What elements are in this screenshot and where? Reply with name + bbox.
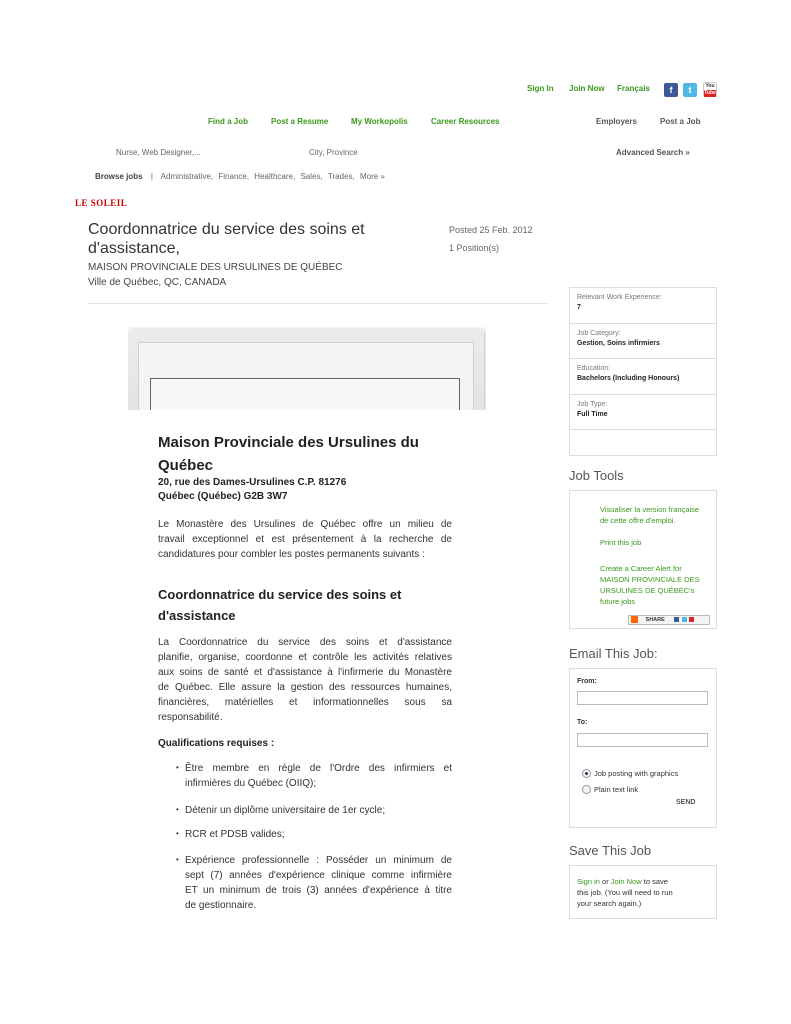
job-title-line1: Coordonnatrice du service des soins et (88, 221, 365, 238)
save-join-now-link[interactable]: Join Now (610, 877, 642, 886)
email-job-box (569, 668, 717, 828)
nav-career-resources[interactable]: Career Resources (431, 117, 500, 126)
advanced-search-link[interactable]: Advanced Search » (616, 148, 690, 157)
job-title-line2: d'assistance, (88, 240, 180, 257)
alert-line3: URSULINES DE QUÉBEC's (600, 586, 695, 595)
facebook-small-icon (674, 617, 679, 622)
save-sign-in-link[interactable]: Sign in (577, 877, 600, 886)
save-text2: this job. (You will need to run (577, 888, 673, 897)
nav-post-resume[interactable]: Post a Resume (271, 117, 329, 126)
nav-employers[interactable]: Employers (596, 117, 637, 126)
plain-radio-label: Plain text link (594, 785, 639, 795)
print-job-link[interactable]: Print this job (600, 538, 642, 547)
view-french-line1: Visualiser la version française (600, 505, 700, 514)
org-address (158, 476, 346, 504)
role-line1: Coordonnatrice du service des soins et (158, 587, 402, 602)
company-name: MAISON PROVINCIALE DES URSULINES DE QUÉBEC (88, 262, 343, 273)
browse-cat-trades[interactable]: Trades, (327, 172, 355, 181)
alert-line1: Create a Career Alert for (600, 564, 682, 573)
desc-line6: responsabilité. (158, 712, 223, 723)
org-name-line2: Québec (158, 457, 214, 474)
option-plain[interactable] (582, 781, 638, 799)
join-now-link[interactable]: Join Now (569, 84, 605, 93)
bullet-dot: • (176, 855, 179, 864)
nav-my-workopolis[interactable]: My Workopolis (351, 117, 408, 126)
save-or-text: or (602, 877, 609, 886)
bullet4-line4: de gestionnaire. (185, 900, 257, 911)
desc-line1: La Coordonnatrice du service des soins et d'assistance (158, 637, 452, 648)
save-job-box (569, 865, 717, 919)
attr-label: Education: (577, 365, 611, 372)
intro-line3: candidatures pour combler les postes permanents suivants : (158, 549, 425, 560)
intro-line1: Le Monastère des Ursulines de Québec offre un milieu de (158, 519, 452, 530)
share-label: SHARE (645, 617, 665, 623)
attr-label: Job Type: (577, 400, 608, 408)
bullet4-line1: Expérience professionnelle : Posséder un minimum de (185, 855, 452, 866)
facebook-icon[interactable]: f (664, 83, 678, 97)
description-paragraph (158, 635, 452, 725)
graphics-radio[interactable] (582, 769, 591, 778)
save-text1: to save (643, 877, 668, 886)
career-alert-link[interactable] (600, 563, 700, 607)
bullet-item-diploma (185, 803, 452, 818)
alert-line4: future jobs (600, 597, 636, 606)
attr-value: Bachelors (Including Honours) (577, 375, 680, 382)
bullet1-line2: infirmières du Québec (OIIQ); (185, 778, 317, 789)
desc-line4: de Québec. Elle assure la gestion des ressources humaines, (158, 682, 452, 693)
share-button[interactable] (628, 615, 710, 625)
job-tools-box (569, 490, 717, 629)
browse-cat-healthcare[interactable]: Healthcare, (254, 172, 296, 181)
job-attributes-box (569, 287, 717, 456)
bullet3-line1: RCR et PDSB valides; (185, 829, 285, 840)
job-location: Ville de Québec, QC, CANADA (88, 277, 227, 288)
browse-cat-more[interactable]: More » (359, 172, 385, 181)
bullet-item-oiiq (185, 761, 452, 791)
attr-label: Job Category: (577, 329, 621, 337)
address-line2: Québec (Québec) G2B 3W7 (158, 491, 288, 502)
alert-line2: MAISON PROVINCIALE DES (600, 575, 700, 584)
from-input[interactable] (577, 691, 708, 705)
twitter-icon[interactable]: t (683, 83, 697, 97)
browse-cat-administrative[interactable]: Administrative, (160, 172, 214, 181)
plain-radio[interactable] (582, 785, 591, 794)
qualifications-heading: Qualifications requises : (158, 738, 275, 749)
email-job-heading: Email This Job: (569, 646, 658, 661)
attr-category (570, 324, 716, 360)
save-job-text (577, 876, 712, 909)
intro-paragraph (158, 517, 452, 562)
twitter-small-icon (682, 617, 687, 622)
browse-jobs-bar (95, 172, 385, 181)
attr-job-type (570, 395, 716, 431)
banner-frame (150, 378, 460, 410)
bullet-dot: • (176, 829, 179, 838)
job-title (88, 220, 365, 258)
send-button[interactable]: SEND (676, 799, 696, 806)
attr-experience (570, 288, 716, 324)
address-line1: 20, rue des Dames-Ursulines C.P. 81276 (158, 477, 347, 488)
bullet-dot: • (176, 763, 179, 772)
view-french-line2: de cette offre d'emploi. (600, 516, 676, 525)
bullet-item-rcr (185, 827, 452, 842)
share-icon (631, 616, 638, 623)
browse-cat-finance[interactable]: Finance, (218, 172, 250, 181)
browse-jobs-label: Browse jobs (95, 172, 143, 181)
org-name-line1: Maison Provinciale des Ursulines du (158, 434, 419, 451)
job-tools-heading: Job Tools (569, 468, 624, 483)
to-label: To: (577, 719, 588, 726)
bullet2-line1: Détenir un diplôme universitaire de 1er cycle; (185, 805, 386, 816)
desc-line3: aux soins de santé et d'assistance à l'infirmerie du Monastère (158, 667, 452, 678)
role-heading (158, 584, 401, 626)
attr-value: Gestion, Soins infirmiers (577, 339, 660, 347)
to-input[interactable] (577, 733, 708, 747)
from-label: From: (577, 678, 597, 685)
location-input[interactable]: City, Province (309, 148, 358, 157)
bullet1-line1: Être membre en règle de l'Ordre des infirmiers et (185, 763, 452, 774)
keywords-input[interactable]: Nurse, Web Designer,... (116, 148, 201, 157)
browse-cat-sales[interactable]: Sales, (300, 172, 323, 181)
save-text3: your search again.) (577, 899, 642, 908)
posting-banner-graphic (128, 326, 486, 410)
attr-value: Full Time (577, 410, 608, 418)
org-name-heading (158, 431, 419, 477)
browse-divider: | (150, 172, 153, 181)
email-small-icon (689, 617, 694, 622)
view-french-link[interactable] (600, 504, 699, 526)
desc-line5: financières, matérielles et informationnelles sous sa (158, 697, 452, 708)
save-job-heading: Save This Job (569, 843, 652, 858)
bullet4-line3: ET un minimum de trois (3) années d'expérience à titre (185, 885, 452, 896)
sign-in-link[interactable]: Sign In (527, 84, 554, 93)
nav-find-job[interactable]: Find a Job (208, 117, 248, 126)
nav-post-job[interactable]: Post a Job (660, 117, 701, 126)
bullet-item-experience (185, 853, 452, 913)
desc-line2: planifie, organise, coordonne et contrôle les activités relatives (158, 652, 452, 663)
bullet-dot: • (176, 805, 179, 814)
role-line2: d'assistance (158, 608, 236, 623)
intro-line2: travail exceptionnel et est présentement à la recherche de (158, 534, 452, 545)
youtube-icon-you: You (705, 83, 715, 89)
le-soleil-logo: LE SOLEIL (75, 198, 128, 208)
youtube-icon-tube: Tube (704, 90, 716, 96)
attr-label: Relevant Work Experience: (577, 294, 662, 301)
header-separator (88, 303, 548, 304)
attr-education (570, 359, 716, 395)
graphics-radio-label: Job posting with graphics (594, 769, 679, 779)
bullet4-line2: sept (7) années d'expérience clinique comme infirmière (185, 870, 452, 881)
language-link[interactable]: Français (617, 84, 650, 93)
posted-date: Posted 25 Feb. 2012 (449, 225, 533, 235)
attr-value: 7 (577, 304, 581, 311)
youtube-icon[interactable] (703, 82, 717, 96)
positions-count: 1 Position(s) (449, 243, 500, 253)
